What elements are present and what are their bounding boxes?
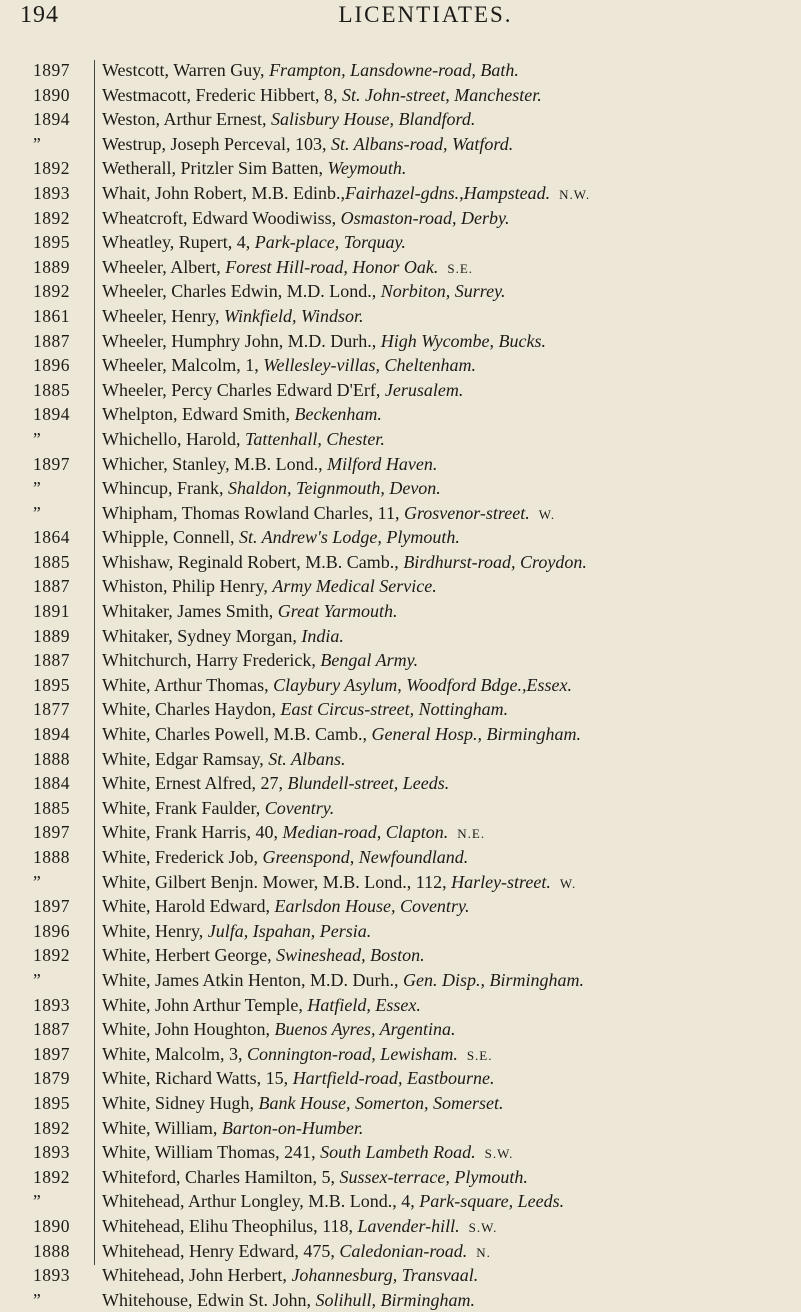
entry-year: 1894: [33, 404, 70, 425]
entry-name: White, Gilbert Benjn. Mower, M.B. Lond., 112,: [102, 871, 452, 892]
list-item: [0, 255, 801, 280]
entry-name: Whitehouse, Edwin St. John,: [102, 1289, 316, 1310]
entry-name: White, Henry,: [102, 920, 208, 941]
entry-year: 1893: [33, 994, 70, 1015]
entry-text: [102, 1165, 528, 1190]
entry-name: Wheeler, Albert,: [102, 256, 226, 277]
list-item: [0, 870, 801, 895]
entry-address: Bengal Army.: [320, 650, 419, 671]
entry-district: N.: [476, 1244, 491, 1260]
entry-year: 1887: [33, 330, 70, 351]
entry-address: Army Medical Service.: [272, 576, 437, 597]
list-item: [0, 993, 801, 1018]
entry-name: Whelpton, Edward Smith,: [102, 404, 295, 425]
entry-name: Whitehead, Elihu Theophilus, 118,: [102, 1215, 358, 1236]
entry-text: [102, 58, 519, 83]
entry-address: Jerusalem.: [384, 379, 464, 400]
entry-address: Blundell-street, Leeds.: [287, 773, 450, 794]
list-item: [0, 1140, 801, 1165]
list-item: [0, 427, 801, 452]
entry-address: Great Yarmouth.: [277, 601, 398, 622]
entry-name: White, Arthur Thomas,: [102, 674, 274, 695]
entry-year: 1888: [33, 748, 70, 769]
entry-name: White, Frank Faulder,: [102, 797, 265, 818]
list-item: [0, 574, 801, 599]
entry-address: Claybury Asylum, Woodford Bdge.,Essex.: [273, 674, 572, 695]
entry-text: [102, 550, 587, 575]
entry-year: 1897: [33, 896, 70, 917]
entry-year: 1864: [33, 527, 70, 548]
entry-text: [102, 132, 513, 157]
entry-name: Wheeler, Henry,: [102, 305, 225, 326]
list-item: [0, 1189, 801, 1214]
entry-year: 1890: [33, 1215, 70, 1236]
entry-text: [102, 1042, 493, 1069]
entry-text: [102, 452, 437, 477]
entry-name: Wheeler, Charles Edwin, M.D. Lond.,: [102, 281, 381, 302]
entry-name: Whitaker, James Smith,: [102, 601, 278, 622]
entry-address: Gen. Disp., Birmingham.: [402, 969, 584, 990]
entry-name: Westrup, Joseph Perceval, 103,: [102, 133, 331, 154]
entry-name: White, John Houghton,: [102, 1019, 275, 1040]
entry-address: East Circus-street, Nottingham.: [280, 699, 509, 720]
entry-year: ”: [33, 428, 42, 449]
entry-text: [102, 771, 449, 796]
entry-address: Johannesburg, Transvaal.: [291, 1265, 479, 1286]
entry-name: Westmacott, Frederic Hibbert, 8,: [102, 84, 342, 105]
entry-text: [102, 943, 425, 968]
entry-address: Frampton, Lansdowne-road, Bath.: [269, 60, 519, 80]
entry-address: Barton-on-Humber.: [221, 1117, 364, 1138]
entry-year: 1892: [33, 1117, 70, 1138]
entry-text: [102, 870, 576, 897]
entry-name: Westcott, Warren Guy,: [102, 60, 270, 80]
entry-address: Tattenhall, Chester.: [244, 428, 385, 449]
entry-year: 1897: [33, 822, 70, 843]
entry-year: 1887: [33, 1019, 70, 1040]
entry-text: [102, 427, 385, 452]
entry-name: Whichello, Harold,: [102, 428, 245, 449]
entry-text: [102, 648, 418, 673]
entry-address: Caledonian-road.: [339, 1240, 468, 1261]
entry-name: White, Malcolm, 3,: [102, 1043, 247, 1064]
entry-year: 1885: [33, 551, 70, 572]
entry-address: General Hosp., Birmingham.: [371, 724, 581, 745]
entry-year: 1897: [33, 60, 70, 80]
entry-name: White, Ernest Alfred, 27,: [102, 773, 288, 794]
list-item: [0, 378, 801, 403]
list-item: [0, 107, 801, 132]
entry-text: [102, 1091, 503, 1116]
list-item: [0, 452, 801, 477]
entry-address: Park-place, Torquay.: [254, 232, 406, 253]
entry-text: [102, 1214, 497, 1241]
entry-text: [102, 402, 382, 427]
entry-year: 1887: [33, 650, 70, 671]
entry-year: 1887: [33, 576, 70, 597]
entry-address: Sussex-terrace, Plymouth.: [339, 1166, 528, 1187]
entry-name: Whitchurch, Harry Frederick,: [102, 650, 321, 671]
list-item: [0, 132, 801, 157]
entry-district: S.W.: [468, 1219, 498, 1235]
entry-year: 1895: [33, 232, 70, 253]
entry-address: Lavender-hill.: [357, 1215, 460, 1236]
entry-name: Whishaw, Reginald Robert, M.B. Camb.,: [102, 551, 404, 572]
entry-name: White, William,: [102, 1117, 222, 1138]
entry-year: 1894: [33, 109, 70, 130]
list-item: [0, 402, 801, 427]
list-item: [0, 1066, 801, 1091]
entry-name: Wheatley, Rupert, 4,: [102, 232, 255, 253]
list-item: [0, 1263, 801, 1288]
entry-address: Swineshead, Boston.: [276, 945, 425, 966]
entry-name: Whait, John Robert, M.B. Edinb.,: [102, 182, 345, 203]
entry-year: ”: [33, 871, 42, 892]
entry-year: 1892: [33, 158, 70, 179]
entry-year: 1885: [33, 797, 70, 818]
list-item: [0, 1288, 801, 1312]
entry-address: Harley-street.: [451, 871, 551, 892]
entry-year: 1861: [33, 305, 70, 326]
entry-name: White, Frank Harris, 40,: [102, 822, 283, 843]
entry-text: [102, 697, 508, 722]
entry-address: Beckenham.: [294, 404, 382, 425]
list-item: [0, 476, 801, 501]
entry-text: [102, 574, 437, 599]
entry-address: Winkfield, Windsor.: [224, 305, 364, 326]
entry-text: [102, 476, 441, 501]
list-item: [0, 697, 801, 722]
entry-name: Whitehead, John Herbert,: [102, 1265, 292, 1286]
entry-text: [102, 206, 510, 231]
entry-address: India.: [301, 625, 344, 646]
running-head: LICENTIATES.: [338, 2, 513, 27]
entry-text: [102, 279, 506, 304]
entry-text: [102, 1116, 363, 1141]
entry-text: [102, 1239, 491, 1266]
entry-text: [102, 722, 581, 747]
entry-name: Whipple, Connell,: [102, 527, 239, 548]
entry-text: [102, 525, 460, 550]
entry-year: 1894: [33, 724, 70, 745]
entry-year: 1891: [33, 601, 70, 622]
list-item: [0, 501, 801, 526]
entry-text: [102, 230, 406, 255]
list-item: [0, 230, 801, 255]
entry-text: [102, 304, 364, 329]
entry-name: White, Charles Powell, M.B. Camb.,: [102, 724, 372, 745]
entry-text: [102, 1189, 564, 1214]
entry-name: White, Frederick Job,: [102, 847, 263, 867]
entry-district: S.W.: [484, 1146, 514, 1162]
entry-year: 1893: [33, 182, 70, 203]
list-item: [0, 156, 801, 181]
entry-address: Birdhurst-road, Croydon.: [403, 551, 587, 572]
entry-name: White, Charles Haydon,: [102, 699, 281, 720]
list-item: [0, 673, 801, 698]
entry-name: Wheatcroft, Edward Woodiwiss,: [102, 207, 341, 228]
entry-text: [102, 501, 555, 528]
entry-year: 1879: [33, 1068, 70, 1089]
list-item: [0, 1116, 801, 1141]
entry-year: 1892: [33, 945, 70, 966]
entry-year: 1877: [33, 699, 70, 720]
entry-name: Whincup, Frank,: [102, 478, 228, 499]
entry-list: [0, 58, 801, 1312]
list-item: [0, 943, 801, 968]
entry-year: 1892: [33, 207, 70, 228]
entry-year: 1892: [33, 281, 70, 302]
entry-district: N.W.: [559, 186, 591, 202]
entry-text: [102, 378, 463, 403]
entry-text: [102, 894, 469, 919]
list-item: [0, 550, 801, 575]
list-item: [0, 58, 801, 83]
entry-year: 1888: [33, 847, 70, 867]
entry-address: Grosvenor-street.: [403, 502, 530, 523]
entry-year: 1889: [33, 256, 70, 277]
entry-address: Norbiton, Surrey.: [380, 281, 506, 302]
list-item: [0, 1239, 801, 1264]
entry-year: 1895: [33, 1092, 70, 1113]
entry-address: St. John-street, Manchester.: [341, 84, 542, 105]
entry-address: South Lambeth Road.: [320, 1142, 476, 1163]
entry-name: White, William Thomas, 241,: [102, 1142, 321, 1163]
entry-name: White, Harold Edward,: [102, 896, 275, 917]
entry-address: Connington-road, Lewisham.: [246, 1043, 458, 1064]
entry-address: Weymouth.: [327, 158, 407, 179]
entry-address: St. Albans-road, Watford.: [331, 133, 514, 154]
entry-address: Bank House, Somerton, Somerset.: [258, 1092, 504, 1113]
entry-text: [102, 1263, 478, 1288]
list-item: [0, 1214, 801, 1239]
list-item: [0, 820, 801, 845]
entry-name: Whitehead, Henry Edward, 475,: [102, 1240, 340, 1261]
entry-text: [102, 255, 473, 282]
entry-district: N.E.: [457, 826, 486, 842]
entry-text: [102, 845, 468, 870]
entry-year: ”: [33, 478, 42, 499]
entry-address: Milford Haven.: [327, 453, 438, 474]
entry-text: [102, 353, 476, 378]
entry-text: [102, 968, 584, 993]
list-item: [0, 771, 801, 796]
entry-year: ”: [33, 969, 42, 990]
entry-year: 1897: [33, 453, 70, 474]
entry-address: Fairhazel-gdns.,Hampstead.: [344, 182, 551, 203]
entry-year: 1890: [33, 84, 70, 105]
entry-year: 1896: [33, 355, 70, 376]
entry-name: Weston, Arthur Ernest,: [102, 109, 272, 130]
entry-address: High Wycombe, Bucks.: [380, 330, 547, 351]
list-item: [0, 1042, 801, 1067]
entry-text: [102, 599, 397, 624]
entry-name: Whiteford, Charles Hamilton, 5,: [102, 1166, 340, 1187]
entry-year: ”: [33, 502, 42, 523]
entry-text: [102, 181, 590, 208]
entry-text: [102, 329, 546, 354]
list-item: [0, 525, 801, 550]
list-item: [0, 968, 801, 993]
entry-text: [102, 747, 345, 772]
entry-year: 1893: [33, 1142, 70, 1163]
entry-name: Whitaker, Sydney Morgan,: [102, 625, 302, 646]
entry-name: White, James Atkin Henton, M.D. Durh.,: [102, 969, 403, 990]
entry-text: [102, 1066, 495, 1091]
entry-district: S.E.: [447, 260, 474, 276]
list-item: [0, 83, 801, 108]
list-item: [0, 894, 801, 919]
page-number: 194: [20, 2, 59, 28]
list-item: [0, 747, 801, 772]
entry-text: [102, 673, 572, 698]
entry-name: Whipham, Thomas Rowland Charles, 11,: [102, 502, 404, 523]
entry-text: [102, 624, 344, 649]
entry-year: ”: [33, 1191, 42, 1212]
list-item: [0, 279, 801, 304]
entry-name: White, Herbert George,: [102, 945, 277, 966]
entry-year: 1888: [33, 1240, 70, 1261]
entry-name: Whitehead, Arthur Longley, M.B. Lond., 4,: [102, 1191, 420, 1212]
list-item: [0, 181, 801, 206]
entry-year: ”: [33, 1289, 42, 1310]
entry-address: St. Albans.: [268, 748, 346, 769]
entry-name: White, Edgar Ramsay,: [102, 748, 269, 769]
entry-year: 1884: [33, 773, 70, 794]
entry-address: Shaldon, Teignmouth, Devon.: [227, 478, 441, 499]
entry-name: Wheeler, Percy Charles Edward D'Erf,: [102, 379, 385, 400]
list-item: [0, 1017, 801, 1042]
entry-name: Wetherall, Pritzler Sim Batten,: [102, 158, 328, 179]
list-item: [0, 599, 801, 624]
list-item: [0, 329, 801, 354]
entry-name: White, Sidney Hugh,: [102, 1092, 259, 1113]
entry-address: Wellesley-villas, Cheltenham.: [263, 355, 477, 376]
entry-year: 1893: [33, 1265, 70, 1286]
entry-text: [102, 1017, 455, 1042]
entry-name: White, John Arthur Temple,: [102, 994, 308, 1015]
entry-address: Hartfield-road, Eastbourne.: [292, 1068, 495, 1089]
entry-text: [102, 993, 421, 1018]
entry-address: Coventry.: [264, 797, 335, 818]
list-item: [0, 353, 801, 378]
entry-name: Whiston, Philip Henry,: [102, 576, 273, 597]
entry-name: Wheeler, Malcolm, 1,: [102, 355, 264, 376]
list-item: [0, 648, 801, 673]
list-item: [0, 796, 801, 821]
list-item: [0, 206, 801, 231]
entry-address: Osmaston-road, Derby.: [340, 207, 510, 228]
entry-year: 1897: [33, 1043, 70, 1064]
entry-district: S.E.: [466, 1047, 493, 1063]
entry-year: 1885: [33, 379, 70, 400]
entry-address: Solihull, Birmingham.: [315, 1289, 476, 1310]
entry-address: Buenos Ayres, Argentina.: [274, 1019, 456, 1040]
list-item: [0, 1091, 801, 1116]
list-item: [0, 845, 801, 870]
entry-text: [102, 83, 542, 108]
entry-address: Earlsdon House, Coventry.: [274, 896, 470, 917]
entry-year: 1892: [33, 1166, 70, 1187]
entry-address: Park-square, Leeds.: [419, 1191, 565, 1212]
entry-address: Salisbury House, Blandford.: [271, 109, 476, 130]
entry-year: ”: [33, 133, 42, 154]
entry-text: [102, 107, 475, 132]
entry-text: [102, 1140, 513, 1167]
entry-address: Greenspond, Newfoundland.: [262, 847, 469, 867]
entry-district: W.: [538, 506, 556, 522]
entry-text: [102, 820, 485, 847]
entry-text: [102, 1288, 475, 1312]
entry-text: [102, 796, 334, 821]
entry-text: [102, 156, 406, 181]
list-item: [0, 624, 801, 649]
entry-year: 1895: [33, 674, 70, 695]
entry-year: 1896: [33, 920, 70, 941]
list-item: [0, 304, 801, 329]
entry-address: Forest Hill-road, Honor Oak.: [225, 256, 439, 277]
entry-district: W.: [559, 875, 577, 891]
entry-name: White, Richard Watts, 15,: [102, 1068, 293, 1089]
entry-text: [102, 919, 371, 944]
entry-name: Wheeler, Humphry John, M.D. Durh.,: [102, 330, 381, 351]
entry-address: Median-road, Clapton.: [282, 822, 449, 843]
entry-address: Julfa, Ispahan, Persia.: [207, 920, 372, 941]
list-item: [0, 722, 801, 747]
entry-year: 1889: [33, 625, 70, 646]
list-item: [0, 1165, 801, 1190]
entry-address: St. Andrew's Lodge, Plymouth.: [238, 527, 460, 548]
entry-address: Hatfield, Essex.: [307, 994, 421, 1015]
list-item: [0, 919, 801, 944]
entry-name: Whicher, Stanley, M.B. Lond.,: [102, 453, 328, 474]
